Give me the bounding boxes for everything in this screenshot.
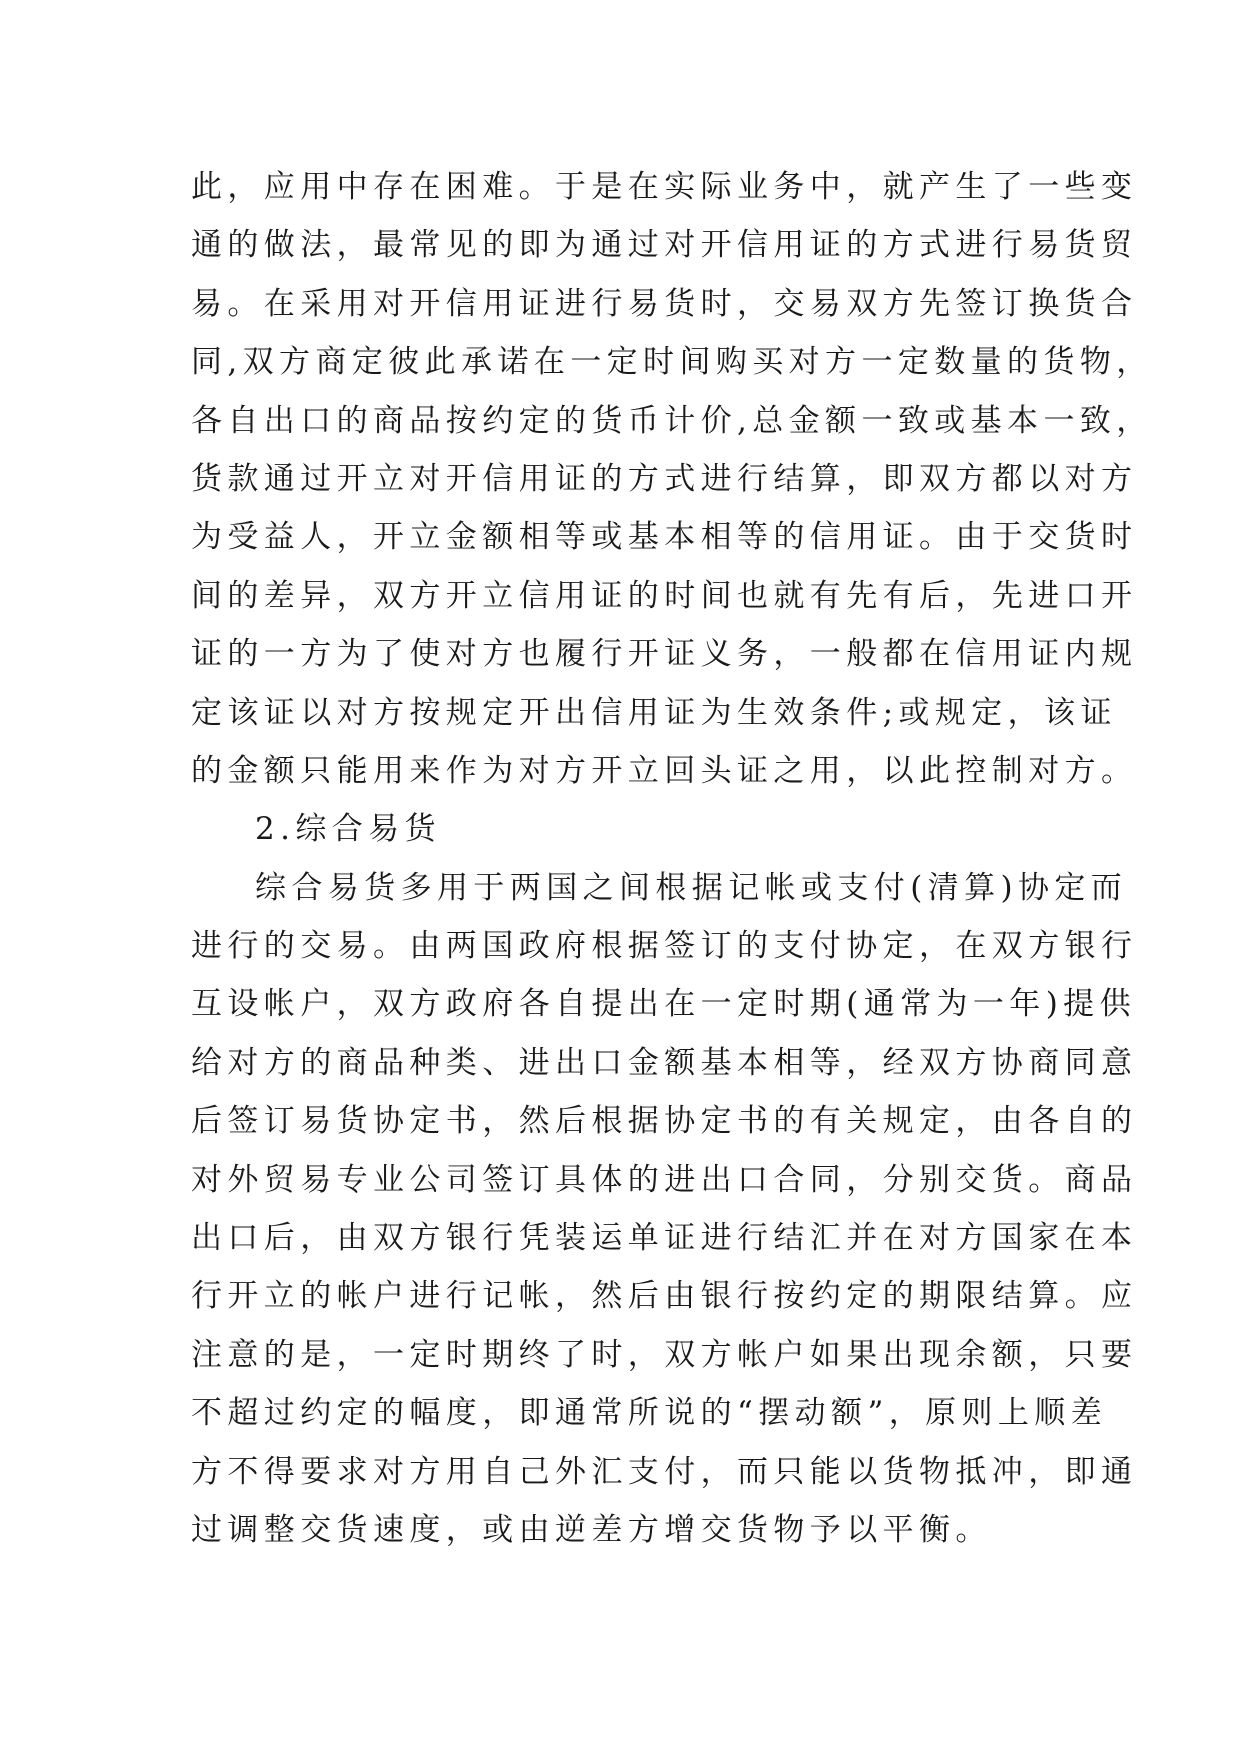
text-line: 后签订易货协定书，然后根据协定书的有关规定，由各自的: [191, 1103, 1138, 1140]
paragraph-1: [191, 158, 1153, 800]
text-line: 易。在采用对开信用证进行易货时，交易双方先签订换货合: [191, 285, 1138, 322]
text-line: 互设帐户，双方政府各自提出在一定时期(通常为一年)提供: [191, 986, 1136, 1023]
text-line: 出口后，由双方银行凭装运单证进行结汇并在对方国家在本: [191, 1220, 1138, 1257]
text-line: 为受益人，开立金额相等或基本相等的信用证。由于交货时: [191, 519, 1138, 556]
paragraph-2: [191, 859, 1138, 1560]
document-body: [191, 158, 1153, 1559]
text-line: 各自出口的商品按约定的货币计价,总金额一致或基本一致，: [191, 402, 1153, 439]
text-line: 过调整交货速度，或由逆差方增交货物予以平衡。: [191, 1511, 992, 1548]
text-line: 方不得要求对方用自己外汇支付，而只能以货物抵冲，即通: [191, 1453, 1138, 1490]
text-line: 定该证以对方按规定开出信用证为生效条件;或规定，该证: [191, 694, 1117, 731]
section-heading: 2.综合易货: [255, 811, 441, 848]
text-line: 行开立的帐户进行记帐，然后由银行按约定的期限结算。应: [191, 1278, 1138, 1315]
text-line: 给对方的商品种类、进出口金额基本相等，经双方协商同意: [191, 1044, 1138, 1081]
text-line: 同,双方商定彼此承诺在一定时间购买对方一定数量的货物，: [191, 344, 1153, 381]
text-line: 对外贸易专业公司签订具体的进出口合同，分别交货。商品: [191, 1161, 1138, 1198]
text-line: 的金额只能用来作为对方开立回头证之用，以此控制对方。: [191, 752, 1138, 789]
text-line: 通的做法，最常见的即为通过对开信用证的方式进行易货贸: [191, 227, 1138, 264]
text-line: 注意的是，一定时期终了时，双方帐户如果出现余额，只要: [191, 1336, 1138, 1373]
text-line: 进行的交易。由两国政府根据签订的支付协定，在双方银行: [191, 928, 1138, 965]
text-line-first: 综合易货多用于两国之间根据记帐或支付(清算)协定而: [255, 869, 1128, 906]
text-line: 间的差异，双方开立信用证的时间也就有先有后，先进口开: [191, 577, 1138, 614]
text-line: 此，应用中存在困难。于是在实际业务中，就产生了一些变: [191, 169, 1138, 205]
text-line: 证的一方为了使对方也履行开证义务，一般都在信用证内规: [191, 636, 1138, 673]
text-line: 不超过约定的幅度，即通常所说的“摆动额”，原则上顺差: [191, 1395, 1108, 1432]
text-line: 货款通过开立对开信用证的方式进行结算，即双方都以对方: [191, 460, 1138, 497]
